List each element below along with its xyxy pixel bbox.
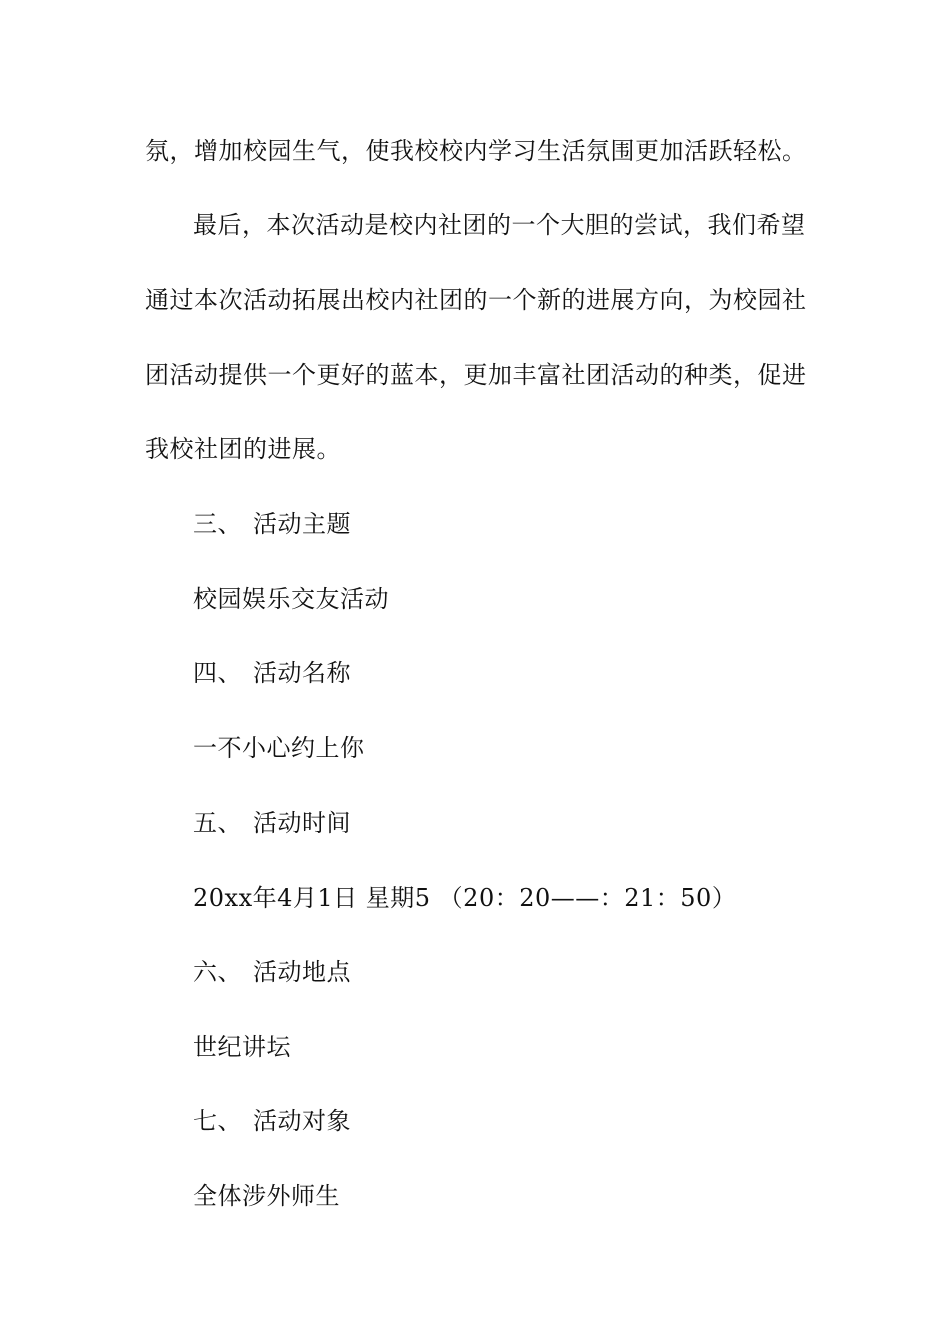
section-number: 三、 bbox=[193, 510, 242, 538]
section-title: 活动主题 bbox=[253, 510, 351, 538]
section-content: 校园娱乐交友活动 bbox=[193, 585, 389, 613]
section-heading bbox=[193, 808, 810, 838]
section-title: 活动对象 bbox=[253, 1107, 351, 1135]
section-content: 全体涉外师生 bbox=[193, 1182, 340, 1210]
paragraph-line: 团活动提供一个更好的蓝本，更加丰富社团活动的种类，促进 bbox=[145, 361, 807, 389]
section-heading bbox=[193, 509, 810, 539]
paragraph-line: 最后，本次活动是校内社团的一个大胆的尝试，我们希望 bbox=[193, 211, 806, 239]
section-content: 一不小心约上你 bbox=[193, 734, 365, 762]
section-number: 四、 bbox=[193, 659, 242, 687]
section-heading bbox=[193, 658, 810, 688]
section-heading bbox=[193, 957, 810, 987]
section-title: 活动时间 bbox=[253, 809, 351, 837]
section-heading bbox=[193, 1106, 810, 1136]
section-title: 活动名称 bbox=[253, 659, 351, 687]
section-number: 五、 bbox=[193, 809, 242, 837]
section-title: 活动地点 bbox=[253, 958, 351, 986]
paragraph-line: 通过本次活动拓展出校内社团的一个新的进展方向，为校园社 bbox=[145, 286, 807, 314]
paragraph-line: 我校社团的进展。 bbox=[145, 435, 341, 463]
section-content: 世纪讲坛 bbox=[193, 1033, 291, 1061]
paragraph-line: 氛，增加校园生气，使我校校内学习生活氛围更加活跃轻松。 bbox=[145, 137, 807, 165]
section-content: 20xx年4月1日 星期5 （20：20——：21：50） bbox=[193, 884, 737, 912]
section-number: 七、 bbox=[193, 1107, 242, 1135]
section-number: 六、 bbox=[193, 958, 242, 986]
